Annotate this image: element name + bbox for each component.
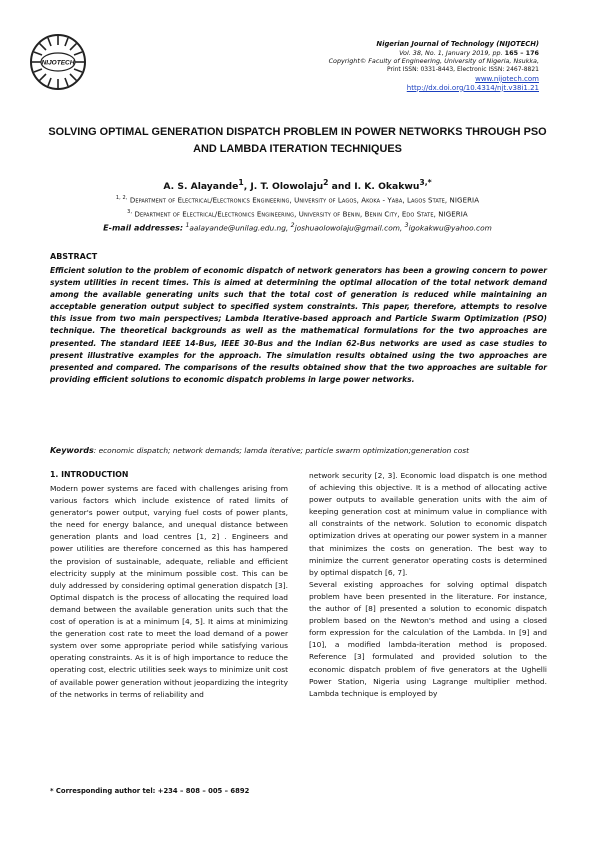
affiliation-2-sup: 3,	[127, 209, 133, 215]
author-2-sup: 2	[323, 178, 329, 187]
doi-link[interactable]: http://dx.doi.org/10.4314/njt.v38i1.21	[406, 83, 539, 92]
affiliation-2-text: Department of Electrical/Electronics Engineering, University of Benin, Benin City, Edo State, NIGERIA	[132, 210, 468, 219]
email-2: joshuaolowolaju@gmail.com,	[294, 223, 403, 233]
corresponding-author-footnote: * Corresponding author tel: +234 – 808 – 005 – 6892	[50, 787, 250, 795]
journal-name: Nigerian Journal of Technology (NIJOTECH)	[376, 40, 539, 48]
email-1: aalayande@unilag.edu.ng,	[189, 223, 289, 233]
email-2-sup: 2	[290, 222, 295, 229]
author-2: , J. T. Olowolaju	[243, 181, 324, 193]
nijotech-logo-icon	[29, 33, 87, 91]
volume-line	[239, 49, 539, 58]
paper-title: SOLVING OPTIMAL GENERATION DISPATCH PROBLEM IN POWER NETWORKS THROUGH PSO AND LAMBDA ITERATION TECHNIQUES	[48, 126, 547, 155]
keywords-text: : economic dispatch; network demands; lamda iterative; particle swarm optimization;generation cost	[93, 446, 469, 455]
page-range: 165 – 176	[504, 48, 539, 57]
email-label: E-mail addresses:	[103, 223, 184, 233]
email-3-sup: 3	[404, 222, 409, 229]
section-heading-introduction: 1. INTRODUCTION	[50, 470, 129, 479]
keywords-line	[50, 446, 560, 455]
email-line	[40, 222, 555, 232]
author-3: and I. K. Okakwu	[328, 181, 420, 193]
issn-line: Print ISSN: 0331-8443, Electronic ISSN: 2467-8821	[386, 66, 539, 74]
journal-header	[239, 40, 539, 92]
author-1: A. S. Alayande	[163, 181, 239, 193]
affiliation-1-sup: 1, 2,	[115, 195, 128, 201]
affiliation-1-text: Department of Electrical/Electronics Engineering, University of Lagos, Akoka - Yaba, Lagos State, NIGERIA	[127, 196, 480, 205]
abstract-heading: ABSTRACT	[50, 252, 98, 261]
body-column-right: network security [2, 3]. Economic load dispatch is one method of achieving this objective. It is a method of allocating active power outputs to available generation units with the aim of keeping generation cost at minimum value in compliance with all constraints of the network. Solution to economic dispatch optimization drives at operating our power system in a manner that minimizes the costs on generation. The best way to minimize the current generator operating costs is determined by optimal dispatch [6, 7]. Several existing approaches for solving optimal dispatch problem have been presented in the literature. For instance, the author of [8] presented a solution to economic dispatch problem based on the Newton's method and using a closed form expression for the calculation of the Lambda. In [9] and [10], a modified lambda-iteration method is proposed. Reference [3] formulated and provided solution to the economic dispatch problem of five generators at the Ughelli Power Station, Nigeria using Lagrange multiplier method. Lambda technique is employed by	[309, 471, 547, 698]
volume-text: Vol. 38, No. 1, January 2019, pp.	[399, 48, 503, 57]
affiliation-2	[40, 209, 555, 218]
website-link[interactable]: www.nijotech.com	[475, 74, 539, 83]
author-list	[40, 178, 555, 192]
body-column-left: Modern power systems are faced with challenges arising from various factors which include existence of rated limits of generator's power output, varying fuel costs of power plants, the need for energy balance, and unequal distance between generation plants and load centres [1, 2] . Engineers and power utilities are therefore concerned as this has hampered the provision of sustainable, adequate, reliable and efficient electricity supply at the minimum possible cost. This can be duly addressed by considering optimal generation dispatch [3]. Optimal dispatch is the process of allocating the required load demand between the available generation units such that the cost of operation is at a minimum [4, 5]. It aims at minimizing the generation cost rate to meet the load demand of a power system over some appropriate period while satisfying various operating constraints. As it is of high importance to reduce the operating cost, electric utilities seek ways to minimize unit cost of available power generation without jeopardizing the integrity of the networks in terms of reliability and	[50, 484, 288, 699]
keywords-label: Keywords	[50, 446, 94, 455]
abstract-body: Efficient solution to the problem of economic dispatch of network generators has been a growing concern to power system utilities in recent times. This is aimed at determining the optimal allocation of the total network demand among the available generating units such that the total cost of generation is reduced while maintaining an acceptable generation output subject to specified system constraints. This paper, therefore, attempts to resolve this issue from two main perspectives; Lambda Iterative-based approach and Particle Swarm Optimization (PSO) technique. The theoretical backgrounds as well as the mathematical formulations for the two approaches are presented. The standard IEEE 14-Bus, IEEE 30-Bus and the Indian 62-Bus networks are used as case studies to present illustrative examples for the approach. The simulation results obtained using the two approaches are presented and compared. The comparisons of the results obtained show that the two approaches are suitable for providing efficient solutions to economic dispatch problems in large power networks.	[50, 266, 547, 384]
email-3: igokakwu@yahoo.com	[408, 223, 492, 233]
affiliation-1	[40, 195, 555, 204]
email-1-sup: 1	[185, 222, 190, 229]
author-1-sup: 1	[238, 178, 244, 187]
copyright-line: Copyright© Faculty of Engineering, University of Nigeria, Nsukka,	[328, 57, 539, 66]
author-3-sup: 3,*	[419, 178, 432, 187]
logo-wordmark: NIJOTECH	[41, 59, 75, 67]
